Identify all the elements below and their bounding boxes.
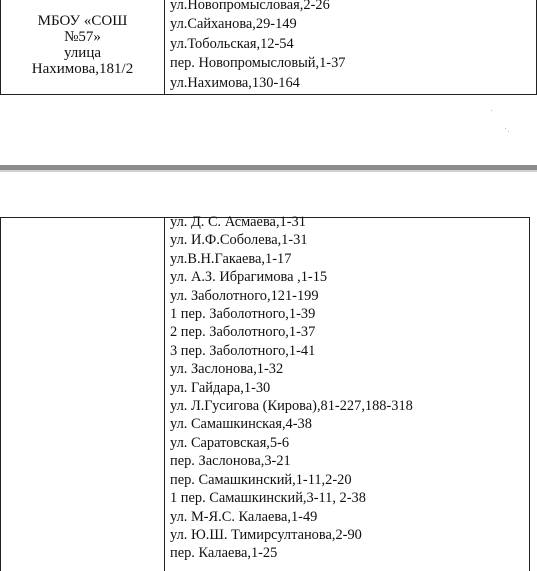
street-item: ул. Заслонова,1-32	[170, 361, 284, 378]
street-list	[170, 0, 536, 93]
streets-cell	[170, 214, 529, 563]
scan-speck	[491, 110, 492, 111]
page-break-shadow	[0, 170, 537, 172]
street-item: пер. Самашкинский,1-11,2-20	[170, 471, 352, 488]
school-line: №57»	[64, 29, 101, 45]
street-item: ул. Ю.Ш. Тимирсултанова,2-90	[170, 526, 362, 543]
address-table-top	[0, 0, 537, 95]
street-item: ул. И.Ф.Соболева,1-31	[170, 232, 308, 249]
street-item: ул. А.З. Ибрагимова ,1-15	[170, 269, 328, 286]
street-item: ул.Нахимова,130-164	[170, 74, 300, 91]
empty-school-cell	[1, 218, 165, 571]
street-item: 3 пер. Заболотного,1-41	[170, 342, 316, 359]
street-item: пер. Калаева,1-25	[170, 545, 278, 562]
street-item: ул. Саратовская,5-6	[170, 434, 290, 451]
streets-cell	[170, 0, 536, 93]
street-item: ул. Гайдара,1-30	[170, 379, 271, 396]
street-item: ул.Сайханова,29-149	[170, 16, 297, 33]
street-item: ул. Л.Гусигова (Кирова),81-227,188-318	[170, 398, 413, 415]
scan-speck	[508, 131, 509, 132]
street-item: ул. М-Я.С. Калаева,1-49	[170, 508, 318, 525]
school-line: Нахимова,181/2	[31, 61, 134, 77]
address-table-bottom	[0, 214, 530, 571]
scan-speck	[505, 128, 506, 129]
street-item: пер. Заслонова,3-21	[170, 453, 291, 470]
street-item: ул. Заболотного,121-199	[170, 287, 319, 304]
school-cell	[1, 0, 165, 94]
street-item: ул.В.Н.Гакаева,1-17	[170, 250, 292, 267]
school-name	[1, 13, 164, 77]
street-item: ул.Новопромысловая,2-26	[170, 0, 330, 13]
street-list	[170, 213, 529, 563]
street-item: 2 пер. Заболотного,1-37	[170, 324, 316, 341]
street-item: ул. Самашкинская,4-38	[170, 416, 312, 433]
street-item: 1 пер. Заболотного,1-39	[170, 306, 316, 323]
school-line: МБОУ «СОШ	[37, 13, 128, 29]
school-line: улица	[63, 45, 102, 61]
street-item: ул. Д. С. Асмаева,1-31	[170, 214, 306, 230]
street-item: ул.Тобольская,12-54	[170, 35, 294, 52]
street-item: пер. Новопромысловый,1-37	[170, 55, 346, 72]
street-item: 1 пер. Самашкинский,3-11, 2-38	[170, 490, 366, 507]
